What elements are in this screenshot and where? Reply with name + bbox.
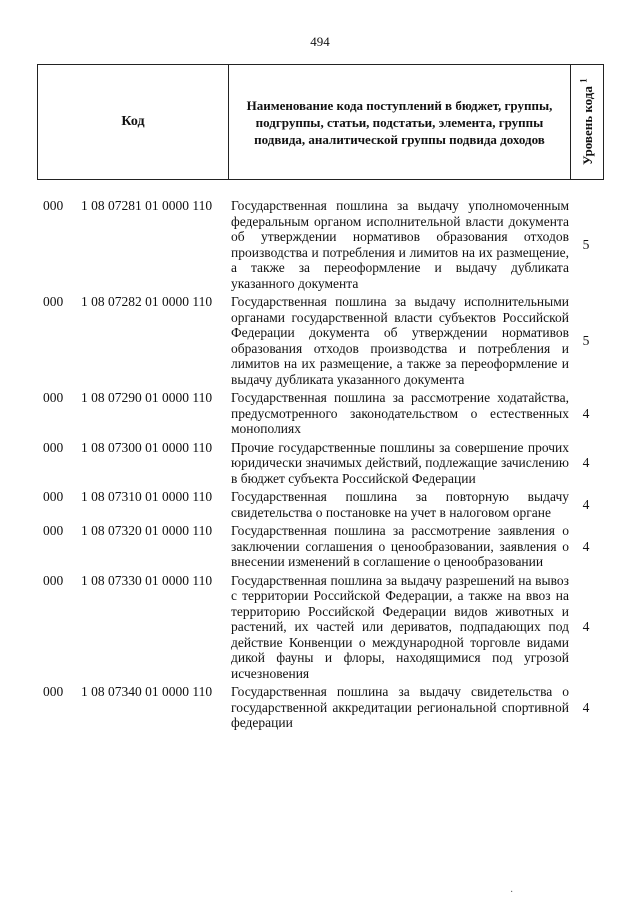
row-admin-code: 000 — [43, 523, 64, 538]
row-admin-code: 000 — [43, 439, 64, 455]
row-admin-code: 000 — [43, 294, 64, 309]
table-row — [43, 489, 603, 520]
header-level-footnote: 1 — [578, 78, 589, 84]
row-code: 1 08 07281 01 0000 110 — [81, 198, 213, 213]
header-code: Код — [38, 65, 229, 179]
table-row — [43, 684, 603, 731]
row-level: 4 — [582, 538, 590, 554]
footer-mark: · — [510, 887, 514, 898]
row-name: Государственная пошлина за повторную выдачу свидетельства о постановке на учет в налоговом органе — [231, 489, 569, 520]
row-level: 4 — [582, 455, 590, 470]
row-level: 4 — [582, 699, 590, 715]
table-row — [43, 294, 603, 387]
row-code: 1 08 07300 01 0000 110 — [81, 439, 213, 455]
row-name: Государственная пошлина за выдачу уполномоченным федеральным органом исполнительной власти документа об утверждении нормативов образования отходов производства и потребления и лимитов на их размещение, а также за переоформление и выдачу дубликата указанного документа — [231, 198, 569, 291]
row-name: Государственная пошлина за выдачу исполнительными органами государственной власти субъектов Российской Федерации документа об утверждении нормативов образования отходов производства и потребления и лимитов на их размещение, а также за переоформление и выдачу дубликата указанного документа — [231, 294, 569, 387]
row-code: 1 08 07310 01 0000 110 — [81, 489, 213, 504]
page-number: 494 — [310, 34, 330, 49]
table-body — [43, 198, 603, 734]
row-level: 5 — [582, 236, 590, 252]
table-row — [43, 440, 603, 487]
row-admin-code: 000 — [43, 198, 64, 213]
header-level-label: Уровень кода — [579, 86, 595, 166]
row-code: 1 08 07320 01 0000 110 — [81, 523, 213, 538]
header-name: Наименование кода поступлений в бюджет, группы, подгруппы, статьи, подстатьи, элемента, группы подвида, аналитической группы подвида доходов — [229, 65, 571, 179]
row-level: 4 — [582, 496, 590, 512]
row-code: 1 08 07330 01 0000 110 — [81, 572, 213, 588]
row-code: 1 08 07340 01 0000 110 — [81, 684, 213, 699]
table-row — [43, 523, 603, 570]
table-row — [43, 390, 603, 437]
row-name: Прочие государственные пошлины за совершение прочих юридически значимых действий, подлежащие зачислению в бюджет субъекта Российской Федерации — [231, 439, 569, 486]
row-name: Государственная пошлина за рассмотрение ходатайства, предусмотренного законодательством о естественных монополиях — [231, 390, 569, 436]
row-name: Государственная пошлина за рассмотрение заявления о заключении соглашения о ценообразовании, заявления о внесении изменений в соглашение о ценообразовании — [231, 523, 569, 569]
row-code: 1 08 07282 01 0000 110 — [81, 294, 213, 309]
row-level: 5 — [582, 332, 590, 348]
table-row — [43, 198, 603, 291]
table-row — [43, 573, 603, 682]
row-name: Государственная пошлина за выдачу разрешений на вывоз с территории Российской Федерации, а также на ввоз на территорию Российской Федерации видов животных и растений, их частей или дериватов, подпадающих под действие Конвенции о международной торговле видами дикой фауны и флоры, находящимися под угрозой исчезновения — [231, 572, 569, 681]
row-level: 4 — [582, 619, 590, 634]
header-level — [571, 65, 603, 179]
table-header — [37, 64, 604, 180]
row-code: 1 08 07290 01 0000 110 — [81, 390, 213, 405]
row-admin-code: 000 — [43, 390, 64, 405]
row-admin-code: 000 — [43, 489, 64, 504]
row-admin-code: 000 — [43, 572, 64, 588]
row-admin-code: 000 — [43, 684, 64, 699]
row-name: Государственная пошлина за выдачу свидетельства о государственной аккредитации региональной спортивной федерации — [231, 684, 569, 730]
row-level: 4 — [582, 405, 590, 421]
